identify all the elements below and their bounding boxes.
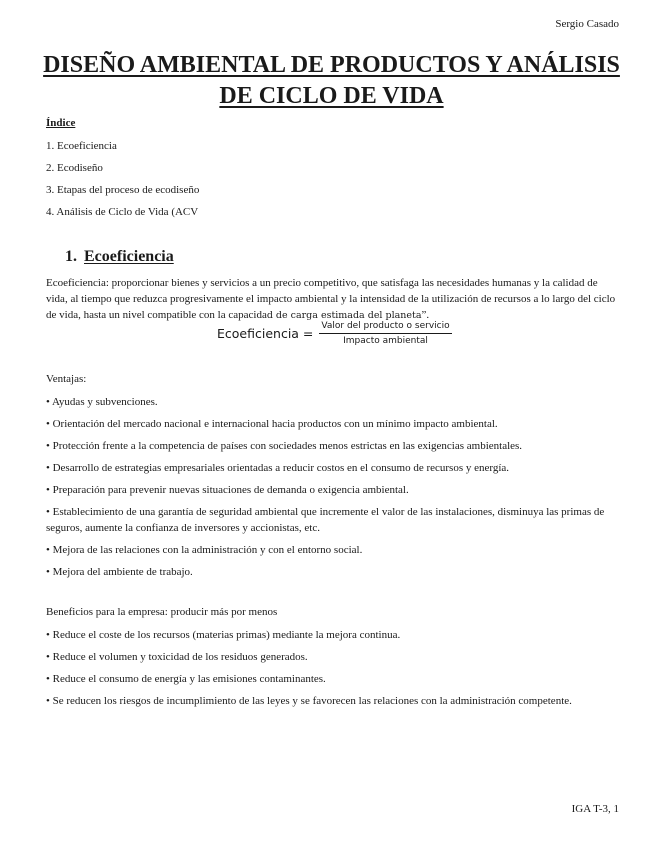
advantages-list xyxy=(46,394,626,586)
index-item: 1. Ecoeficiencia xyxy=(46,140,117,152)
definition-end: ”. xyxy=(421,309,430,321)
section-title: Ecoeficiencia xyxy=(84,248,174,265)
formula-numerator: Valor del producto o servicio xyxy=(319,321,451,334)
benefit-item: • Reduce el volumen y toxicidad de los residuos generados. xyxy=(46,649,626,665)
formula-lhs: Ecoeficiencia = xyxy=(217,326,314,341)
page-footer: IGA T-3, 1 xyxy=(571,803,619,815)
index-list xyxy=(46,139,199,227)
advantage-item: • Protección frente a la competencia de países con sociedades menos estrictas en las exigencias ambientales. xyxy=(46,438,626,454)
header-author: Sergio Casado xyxy=(555,18,619,30)
section-heading xyxy=(65,248,174,266)
document-title: DISEÑO AMBIENTAL DE PRODUCTOS Y ANÁLISIS DE CICLO DE VIDA xyxy=(43,52,620,109)
formula-fraction xyxy=(319,321,451,346)
advantage-item: • Ayudas y subvenciones. xyxy=(46,394,626,410)
advantage-item: • Mejora del ambiente de trabajo. xyxy=(46,564,626,580)
benefits-list xyxy=(46,627,626,715)
advantage-item: • Orientación del mercado nacional e internacional hacia productos con un mínimo impacto ambiental. xyxy=(46,416,626,432)
benefit-item: • Reduce el consumo de energía y las emisiones contaminantes. xyxy=(46,671,626,687)
definition-emphasis: d de carga estimada del planeta xyxy=(266,310,422,321)
advantage-item: • Desarrollo de estrategias empresariales orientadas a reducir costos en el consumo de recursos y energía. xyxy=(46,460,626,476)
index-heading: Índice xyxy=(46,117,76,129)
advantage-item: • Mejora de las relaciones con la administración y con el entorno social. xyxy=(46,542,626,558)
index-item: 2. Ecodiseño xyxy=(46,162,103,174)
definition-text: Ecoeficiencia: proporcionar bienes y servicios a un precio competitivo, que satisfaga las necesidades humanas y la calidad de vida, al tiempo que reduzca progresivamente el impacto ambiental y la intensidad de la utilización de recursos a lo largo del ciclo de vida, hasta un nivel compatible con la capacida xyxy=(46,277,616,321)
definition-paragraph xyxy=(46,275,621,324)
index-item: 3. Etapas del proceso de ecodiseño xyxy=(46,184,200,196)
advantage-item: • Establecimiento de una garantía de seguridad ambiental que incremente el valor de las instalaciones, disminuya las primas de seguros, aumente la confianza de inversores y accionistas, etc. xyxy=(46,504,626,536)
benefit-item: • Reduce el coste de los recursos (materias primas) mediante la mejora continua. xyxy=(46,627,626,643)
benefit-item: • Se reducen los riesgos de incumplimiento de las leyes y se favorecen las relaciones con la administración competente. xyxy=(46,693,626,709)
advantages-label: Ventajas: xyxy=(46,373,87,385)
benefits-label: Beneficios para la empresa: producir más por menos xyxy=(46,606,278,618)
formula-denominator: Impacto ambiental xyxy=(343,336,428,346)
ecoefficiency-formula xyxy=(217,321,452,346)
section-number: 1. xyxy=(65,248,77,265)
index-item: 4. Análisis de Ciclo de Vida (ACV xyxy=(46,206,199,218)
advantage-item: • Preparación para prevenir nuevas situaciones de demanda o exigencia ambiental. xyxy=(46,482,626,498)
